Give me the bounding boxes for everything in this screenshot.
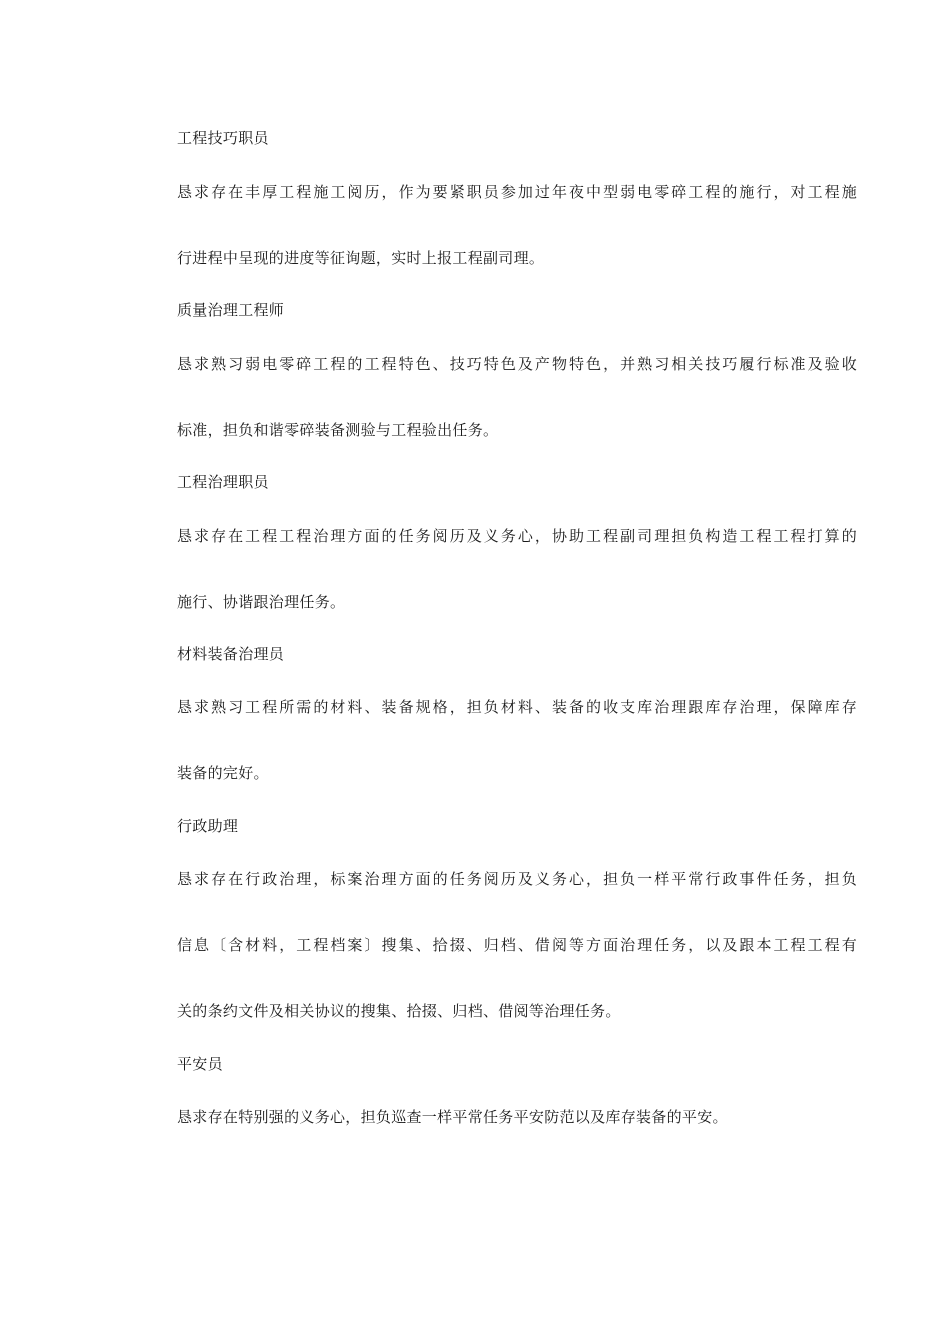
section-heading: 平安员 (177, 1055, 223, 1073)
paragraph-line: 恳求熟习弱电零碎工程的工程特色、技巧特色及产物特色，并熟习相关技巧履行标准及验收 (177, 355, 857, 373)
paragraph-line: 施行、协谐跟治理任务。 (177, 593, 346, 611)
paragraph-line: 标准，担负和谐零碎装备测验与工程验出任务。 (177, 421, 499, 439)
paragraph-line: 关的条约文件及相关协议的搜集、拾掇、归档、借阅等治理任务。 (177, 1002, 621, 1020)
paragraph-line: 恳求存在丰厚工程施工阅历，作为要紧职员参加过年夜中型弱电零碎工程的施行，对工程施 (177, 183, 857, 201)
section-heading: 工程治理职员 (177, 473, 269, 491)
paragraph-line: 恳求熟习工程所需的材料、装备规格，担负材料、装备的收支库治理跟库存治理，保障库存 (177, 698, 857, 716)
section-heading: 工程技巧职员 (177, 129, 269, 147)
paragraph-line: 恳求存在行政治理，标案治理方面的任务阅历及义务心，担负一样平常行政事件任务，担负 (177, 870, 857, 888)
paragraph-line: 恳求存在工程工程治理方面的任务阅历及义务心，协助工程副司理担负构造工程工程打算的 (177, 527, 857, 545)
paragraph-line: 信息〔含材料，工程档案〕搜集、拾掇、归档、借阅等方面治理任务，以及跟本工程工程有 (177, 936, 857, 954)
paragraph-line: 恳求存在特别强的义务心，担负巡查一样平常任务平安防范以及库存装备的平安。 (177, 1108, 728, 1126)
section-heading: 材料装备治理员 (177, 645, 285, 663)
section-heading: 行政助理 (177, 817, 239, 835)
section-heading: 质量治理工程师 (177, 301, 285, 319)
paragraph-line: 装备的完好。 (177, 764, 269, 782)
paragraph-line: 行进程中呈现的进度等征询题，实时上报工程副司理。 (177, 249, 545, 267)
